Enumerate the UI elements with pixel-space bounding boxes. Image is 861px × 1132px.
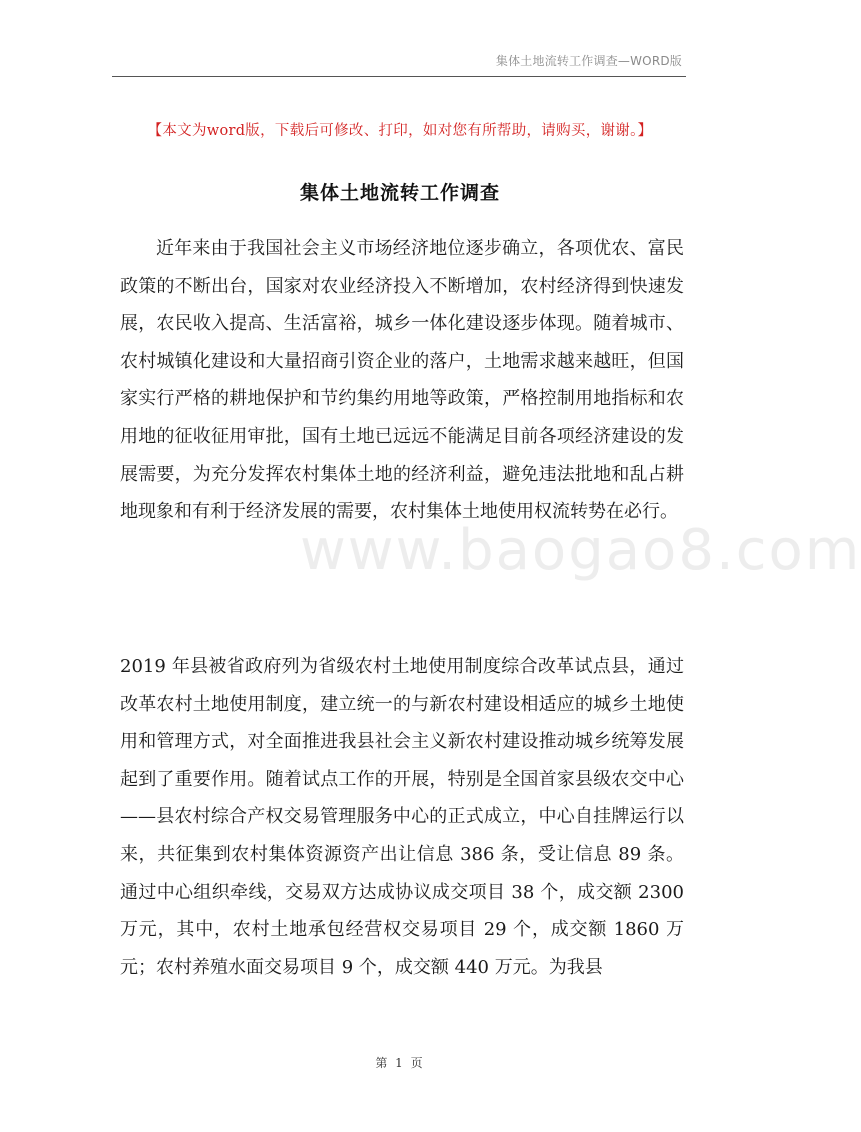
purchase-notice: 【本文为word版，下载后可修改、打印，如对您有所帮助，请购买，谢谢。】 [147, 123, 653, 139]
body-paragraph-1: 近年来由于我国社会主义市场经济地位逐步确立，各项优农、富民政策的不断出台，国家对农业经济投入不断增加，农村经济得到快速发展，农民收入提高、生活富裕，城乡一体化建设逐步体现。随着城市、农村城镇化建设和大量招商引资企业的落户，土地需求越来越旺，但国家实行严格的耕地保护和节约集约用地等政策，严格控制用地指标和农用地的征收征用审批，国有土地已远远不能满足目前各项经济建设的发展需要，为充分发挥农村集体土地的经济利益，避免违法批地和乱占耕地现象和有利于经济发展的需要，农村集体土地使用权流转势在必行。 [120, 238, 684, 523]
document-title: 集体土地流转工作调查 [299, 182, 500, 204]
running-header-title: 集体土地流转工作调查—WORD版 [495, 54, 682, 68]
site-watermark: www.baogao8.com [300, 518, 861, 583]
page-number: 第 1 页 [375, 1056, 425, 1070]
body-paragraph-2: 2019 年县被省政府列为省级农村土地使用制度综合改革试点县，通过改革农村土地使用制度，建立统一的与新农村建设相适应的城乡土地使用和管理方式，对全面推进我县社会主义新农村建设推动城乡统筹发展起到了重要作用。随着试点工作的开展，特别是全国首家县级农交中心——县农村综合产权交易管理服务中心的正式成立，中心自挂牌运行以来，共征集到农村集体资源资产出让信息 386 条，受让信息 89 条。通过中心组织牵线，交易双方达成协议成交项目 38 个，成交额 2300 万元，其中，农村土地承包经营权交易项目 29 个，成交额 1860 万元；农村养殖水面交易项目 9 个，成交额 440 万元。为我县 [120, 656, 684, 978]
header-divider [112, 76, 686, 77]
